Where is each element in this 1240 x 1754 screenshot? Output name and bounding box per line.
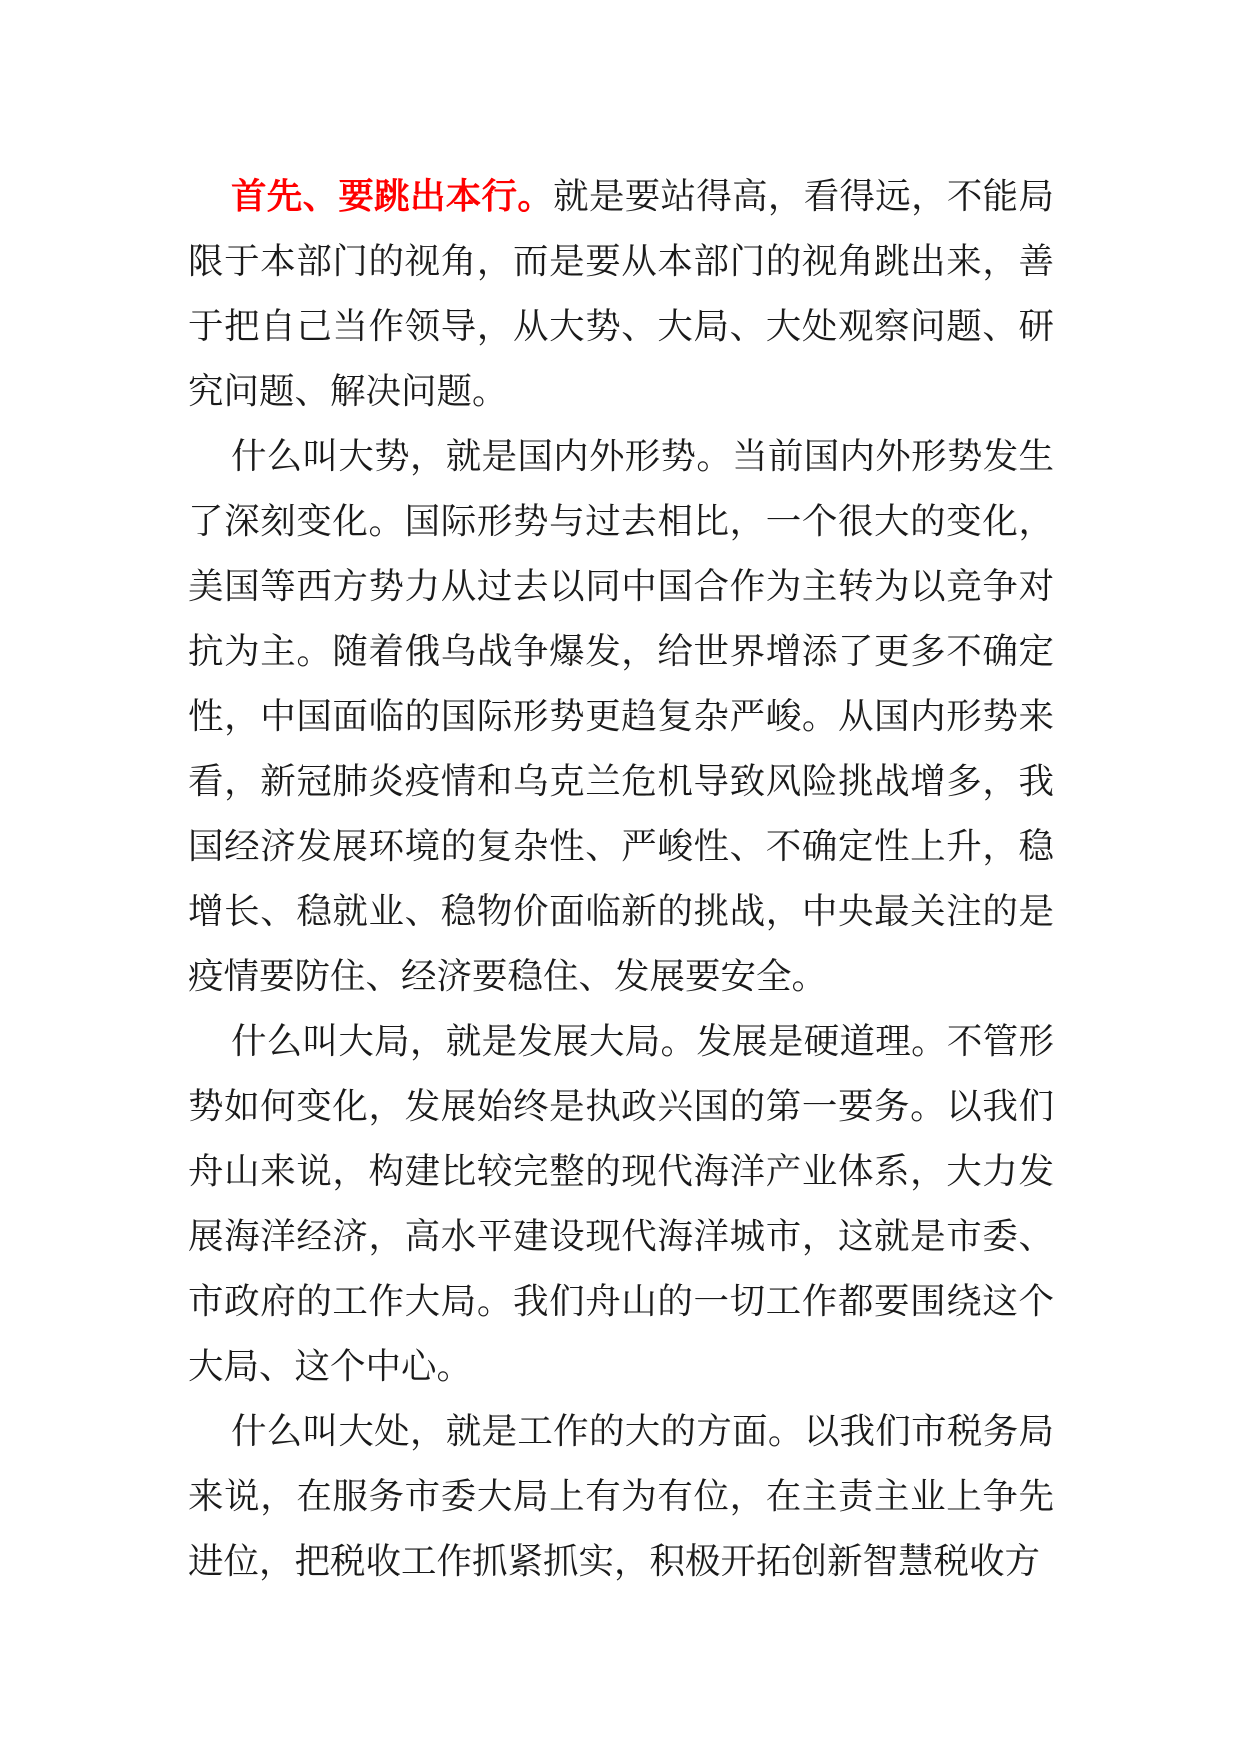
document-body: [188, 164, 1054, 1594]
paragraph-2-text: 什么叫大势，就是国内外形势。当前国内外形势发生了深刻变化。国际形势与过去相比，一个很大的变化，美国等西方势力从过去以同中国合作为主转为以竞争对抗为主。随着俄乌战争爆发，给世界增添了更多不确定性，中国面临的国际形势更趋复杂严峻。从国内形势来看，新冠肺炎疫情和乌克兰危机导致风险挑战增多，我国经济发展环境的复杂性、严峻性、不确定性上升，稳增长、稳就业、稳物价面临新的挑战，中央最关注的是疫情要防住、经济要稳住、发展要安全。: [188, 436, 1054, 997]
paragraph-1: [188, 164, 1054, 424]
paragraph-4: [188, 1399, 1054, 1594]
paragraph-1-text: 就是要站得高，看得远，不能局限于本部门的视角，而是要从本部门的视角跳出来，善于把自己当作领导，从大势、大局、大处观察问题、研究问题、解决问题。: [188, 176, 1054, 412]
paragraph-3: [188, 1009, 1054, 1399]
paragraph-3-text: 什么叫大局，就是发展大局。发展是硬道理。不管形势如何变化，发展始终是执政兴国的第一要务。以我们舟山来说，构建比较完整的现代海洋产业体系，大力发展海洋经济，高水平建设现代海洋城市，这就是市委、市政府的工作大局。我们舟山的一切工作都要围绕这个大局、这个中心。: [188, 1021, 1054, 1387]
paragraph-2: [188, 424, 1054, 1009]
paragraph-4-text: 什么叫大处，就是工作的大的方面。以我们市税务局来说，在服务市委大局上有为有位，在主责主业上争先进位，把税收工作抓紧抓实，积极开拓创新智慧税收方: [188, 1411, 1054, 1582]
paragraph-1-lead-heading: 首先、要跳出本行。: [231, 176, 554, 217]
